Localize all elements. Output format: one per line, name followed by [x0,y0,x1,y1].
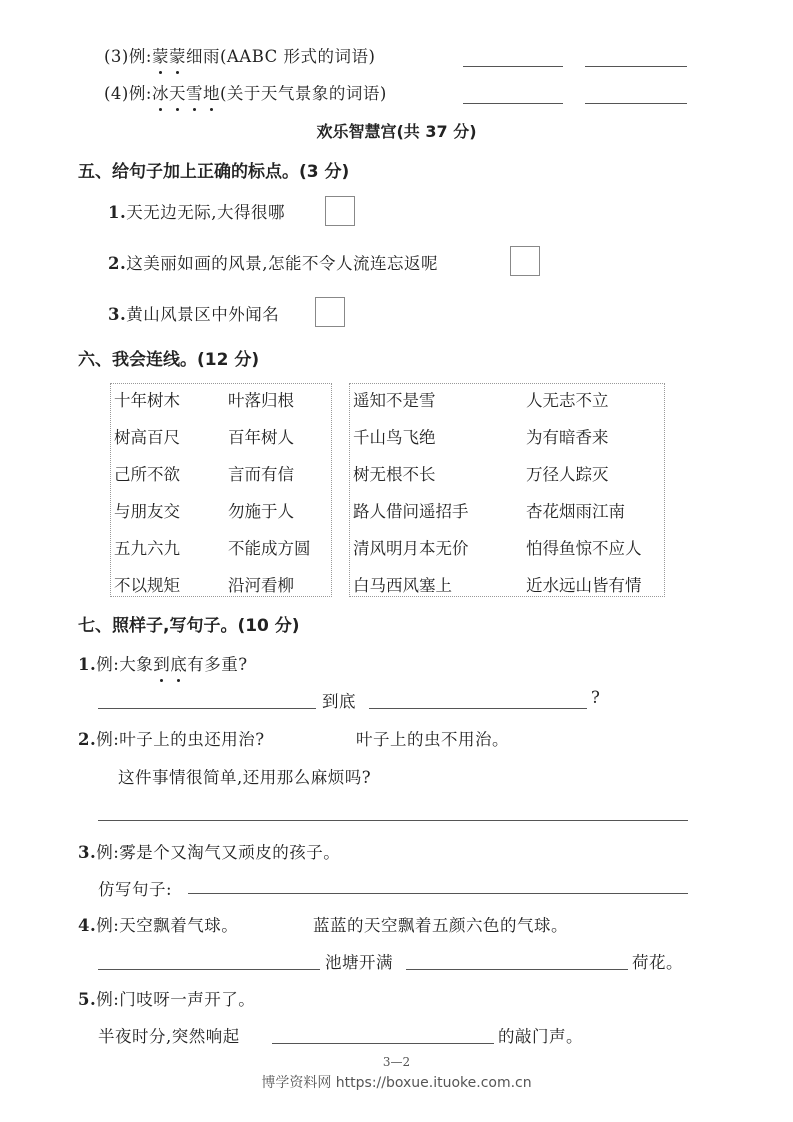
punct-item-1 [108,199,285,223]
item-text: 黄山风景区中外闻名 [126,305,280,324]
item-number: 2. [108,254,127,273]
q5-example [78,986,255,1010]
q1-end-text: ? [591,688,601,707]
item-text: 这美丽如画的风景,怎能不令人流连忘返呢 [126,254,438,273]
answer-line[interactable] [98,820,688,821]
match-item[interactable]: 树无根不长 [353,465,436,484]
emphasis-char: 冰 [152,80,169,104]
match-item[interactable]: 为有暗香来 [526,428,609,447]
match-item[interactable]: 清风明月本无价 [353,539,469,558]
answer-line[interactable] [188,893,688,894]
emphasis-char: 蒙 [152,43,169,67]
page-number: 3—2 [382,1055,411,1069]
example-text: 有多重? [187,655,248,674]
match-item[interactable]: 千山鸟飞绝 [353,428,436,447]
match-item[interactable]: 沿河看柳 [228,576,294,595]
emphasis-char: 雪 [186,80,203,104]
item-4 [104,80,387,104]
item-number: 1. [78,655,97,674]
punctuation-box[interactable] [510,246,540,276]
item-number: 3. [78,843,97,862]
q4-mid-text: 池塘开满 [325,953,393,972]
match-item[interactable]: 不以规矩 [114,576,180,595]
match-item[interactable]: 近水远山皆有情 [526,576,642,595]
emphasis-char: 蒙 [169,43,186,67]
match-item[interactable]: 言而有信 [228,465,294,484]
match-item[interactable]: 路人借问遥招手 [353,502,469,521]
answer-blank[interactable] [463,103,563,104]
emphasis-char: 地 [203,80,220,104]
q2-example-b: 叶子上的虫不用治。 [356,730,509,749]
emphasis-char: 到 [153,651,170,675]
example-text: 例:天空飘着气球。 [96,916,239,935]
answer-blank[interactable] [463,66,563,67]
match-item[interactable]: 怕得鱼惊不应人 [526,539,642,558]
q2-example [78,726,265,750]
q5-end-text: 的敲门声。 [498,1027,583,1046]
match-item[interactable]: 十年树木 [114,391,180,410]
match-item[interactable]: 与朋友交 [114,502,180,521]
match-item[interactable]: 树高百尺 [114,428,180,447]
match-item[interactable]: 白马西风塞上 [353,576,452,595]
q4-example-b: 蓝蓝的天空飘着五颜六色的气球。 [313,916,568,935]
section-banner: 欢乐智慧宫(共 37 分) [316,122,477,141]
section7-title: 七、照样子,写句子。(10 分) [78,616,300,636]
answer-blank[interactable] [585,66,687,67]
match-item[interactable]: 遥知不是雪 [353,391,436,410]
q3-prompt: 仿写句子: [98,880,173,899]
item-number: 2. [78,730,97,749]
q3-example [78,839,340,863]
match-item[interactable]: 勿施于人 [228,502,294,521]
q5-prefix: 半夜时分,突然响起 [98,1027,240,1046]
example-text: 例:大象 [96,655,154,674]
match-item[interactable]: 人无志不立 [526,391,609,410]
punctuation-box[interactable] [325,196,355,226]
answer-blank[interactable] [585,103,687,104]
punct-item-2 [108,250,438,274]
example-text: 例:叶子上的虫还用治? [96,730,265,749]
item-number: 5. [78,990,97,1009]
item-prefix: (4)例: [104,84,152,103]
punct-item-3 [108,301,279,325]
item-3 [104,43,375,67]
match-item[interactable]: 己所不欲 [114,465,180,484]
emphasis-char: 底 [170,651,187,675]
answer-blank[interactable] [98,969,320,970]
q1-example [78,651,248,675]
q4-example [78,912,238,936]
match-item[interactable]: 五九六九 [114,539,180,558]
answer-blank[interactable] [98,708,316,709]
answer-blank[interactable] [272,1043,494,1044]
matching-box-left [110,383,332,597]
item-text: 天无边无际,大得很哪 [126,203,285,222]
match-item[interactable]: 不能成方圆 [228,539,311,558]
match-item[interactable]: 叶落归根 [228,391,294,410]
emphasis-char: 天 [169,80,186,104]
item-number: 3. [108,305,127,324]
site-watermark: 博学资料网 https://boxue.ituoke.com.cn [261,1075,532,1091]
section5-title: 五、给句子加上正确的标点。(3 分) [78,162,350,182]
item-number: 4. [78,916,97,935]
item-prefix: (3)例: [104,47,152,66]
item-text: (关于天气景象的词语) [219,84,387,103]
item-text: 细雨(AABC 形式的词语) [185,47,376,66]
q1-mid-text: 到底 [322,692,356,711]
punctuation-box[interactable] [315,297,345,327]
match-item[interactable]: 万径人踪灭 [526,465,609,484]
example-text: 例:门吱呀一声开了。 [96,990,256,1009]
section6-title: 六、我会连线。(12 分) [78,350,260,370]
item-number: 1. [108,203,127,222]
matching-box-right [349,383,665,597]
match-item[interactable]: 杏花烟雨江南 [526,502,625,521]
answer-blank[interactable] [406,969,628,970]
q4-end-text: 荷花。 [632,953,683,972]
q2-prompt: 这件事情很简单,还用那么麻烦吗? [118,768,372,787]
example-text: 例:雾是个又淘气又顽皮的孩子。 [96,843,341,862]
answer-blank[interactable] [369,708,587,709]
match-item[interactable]: 百年树人 [228,428,294,447]
